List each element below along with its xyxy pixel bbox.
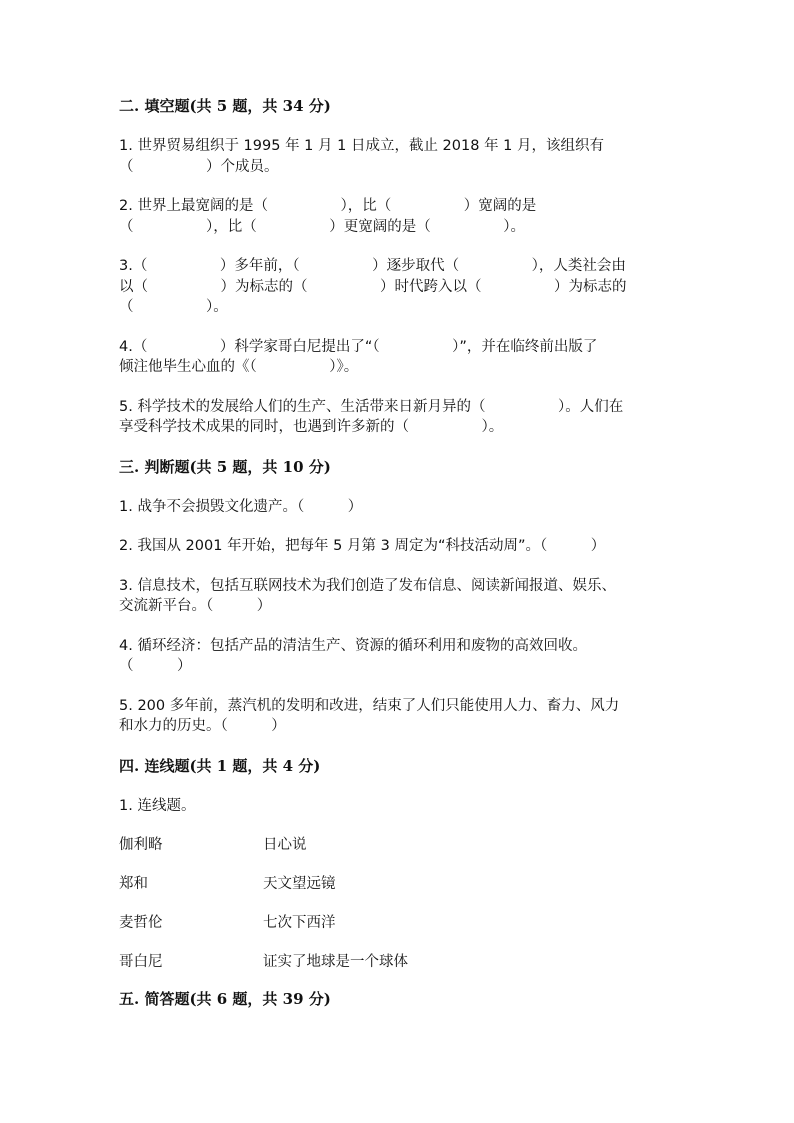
question-line: 2. 世界上最宽阔的是（ ），比（ ）宽阔的是 xyxy=(119,198,537,214)
true-false-question-3 xyxy=(119,576,679,617)
matching-left-item: 郑和 xyxy=(119,876,148,892)
matching-pair xyxy=(119,874,679,894)
question-line: 以（ ）为标志的（ ）时代跨入以（ ）为标志的 xyxy=(119,278,627,295)
question-line: （ ），比（ ）更宽阔的是（ ）。 xyxy=(119,218,525,235)
section-true-false-title: 三. 判断题(共 5 题，共 10 分) xyxy=(119,457,331,476)
question-line: 3.（ ）多年前，（ ）逐步取代（ ），人类社会由 xyxy=(119,258,626,274)
matching-pair xyxy=(119,952,679,972)
question-line: 和水力的历史。（ ） xyxy=(119,718,286,734)
fill-blank-question-1 xyxy=(119,136,679,177)
true-false-question-1 xyxy=(119,497,679,518)
question-line: 3. 信息技术，包括互联网技术为我们创造了发布信息、阅读新闻报道、娱乐、 xyxy=(119,577,616,594)
exam-content xyxy=(119,96,679,1009)
question-line: 4.（ ）科学家哥白尼提出了“（ ）”，并在临终前出版了 xyxy=(119,338,598,355)
question-line: 5. 200 多年前，蒸汽机的发明和改进，结束了人们只能使用人力、畜力、风力 xyxy=(119,697,620,714)
section-matching-title: 四. 连线题(共 1 题，共 4 分) xyxy=(119,756,321,775)
matching-right-item: 证实了地球是一个球体 xyxy=(263,954,408,970)
matching-question-1: 1. 连线题。 xyxy=(119,797,196,814)
true-false-question-4 xyxy=(119,636,679,677)
matching-left-item: 伽利略 xyxy=(119,837,163,853)
fill-blank-question-5 xyxy=(119,397,679,438)
section-fill-blank-title: 二. 填空题(共 5 题，共 34 分) xyxy=(119,97,331,115)
fill-blank-question-3 xyxy=(119,256,679,318)
fill-blank-question-2 xyxy=(119,196,679,237)
question-line: 倾注他毕生心血的《（ ）》。 xyxy=(119,359,359,375)
question-line: 交流新平台。（ ） xyxy=(119,598,272,614)
matching-right-item: 七次下西洋 xyxy=(263,915,336,931)
matching-left-item: 麦哲伦 xyxy=(119,915,163,931)
question-line: （ ）个成员。 xyxy=(119,158,279,175)
question-line: （ ）。 xyxy=(119,299,228,315)
question-line: （ ） xyxy=(119,658,192,674)
true-false-question-2 xyxy=(119,536,679,557)
matching-right-item: 天文望远镜 xyxy=(263,876,336,892)
question-line: 5. 科学技术的发展给人们的生产、生活带来日新月异的（ ）。人们在 xyxy=(119,398,624,415)
fill-blank-question-4 xyxy=(119,337,679,378)
matching-pair xyxy=(119,913,679,933)
section-short-answer-title: 五. 简答题(共 6 题，共 39 分) xyxy=(119,990,331,1008)
question-line: 2. 我国从 2001 年开始，把每年 5 月第 3 周定为“科技活动周”。（ ） xyxy=(119,538,606,554)
question-line: 4. 循环经济：包括产品的清洁生产、资源的循环利用和废物的高效回收。 xyxy=(119,637,587,654)
matching-pair xyxy=(119,835,679,855)
question-line: 享受科学技术成果的同时，也遇到许多新的（ ）。 xyxy=(119,419,504,435)
matching-right-item: 日心说 xyxy=(263,837,307,853)
question-line: 1. 世界贸易组织于 1995 年 1 月 1 日成立，截止 2018 年 1 月，该组织有 xyxy=(119,138,605,154)
matching-left-item: 哥白尼 xyxy=(119,954,163,970)
question-line: 1. 战争不会损毁文化遗产。（ ） xyxy=(119,498,363,515)
true-false-question-5 xyxy=(119,696,679,737)
